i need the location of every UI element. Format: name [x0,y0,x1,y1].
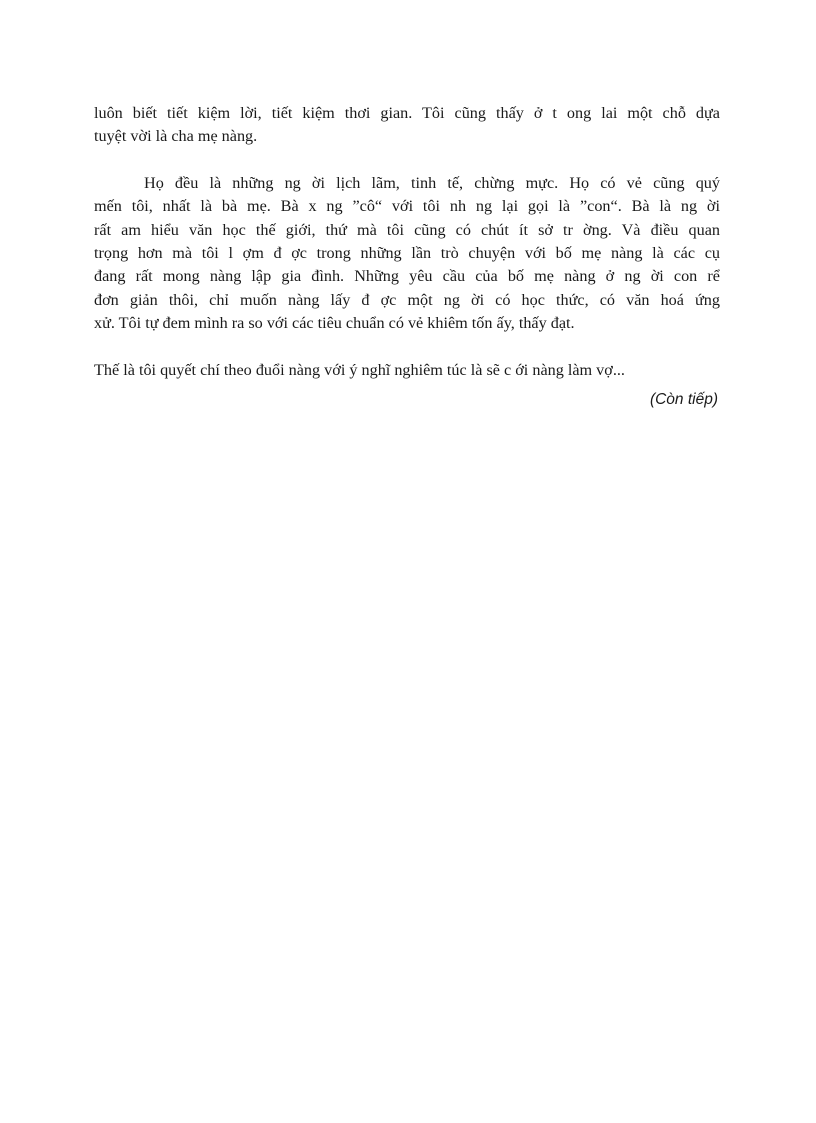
text-line: luôn biết tiết kiệm lời, tiết kiệm thơi gian. Tôi cũng thấy ở t ong lai một chỗ dựa [94,104,720,122]
text-line: xử. Tôi tự đem mình ra so với các tiêu chuẩn có vẻ khiêm tốn ấy, thấy đạt. [94,314,575,333]
paragraph-1 [94,102,720,149]
text-line: đơn giản thôi, chỉ muốn nàng lấy đ ợc một ng ời có học thức, có văn hoá ứng [94,290,720,309]
text-line: đang rất mong nàng lập gia đình. Những yêu cầu của bố mẹ nàng ở ng ời con rể [94,267,720,286]
document-body [94,102,720,411]
text-line: rất am hiểu văn học thế giới, thứ mà tôi cũng có chút ít sở tr ờng. Và điều quan [94,220,720,239]
paragraph-3 [94,359,720,382]
text-line: Thế là tôi quyết chí theo đuổi nàng với ý nghĩ nghiêm túc là sẽ c ới nàng làm vợ... [94,360,625,379]
text-line: Họ đều là những ng ời lịch lãm, tinh tế, chừng mực. Họ có vẻ cũng quý [144,173,720,192]
text-line: tuyệt vời là cha mẹ nàng. [94,127,258,146]
text-line: mến tôi, nhất là bà mẹ. Bà x ng ”cô“ với tôi nh ng lại gọi là ”con“. Bà là ng ời [94,197,720,216]
continued-label: (Còn tiếp) [649,391,718,409]
paragraph-2 [94,172,720,336]
text-line: trọng hơn mà tôi l ợm đ ợc trong những lần trò chuyện với bố mẹ nàng là các cụ [94,244,720,263]
